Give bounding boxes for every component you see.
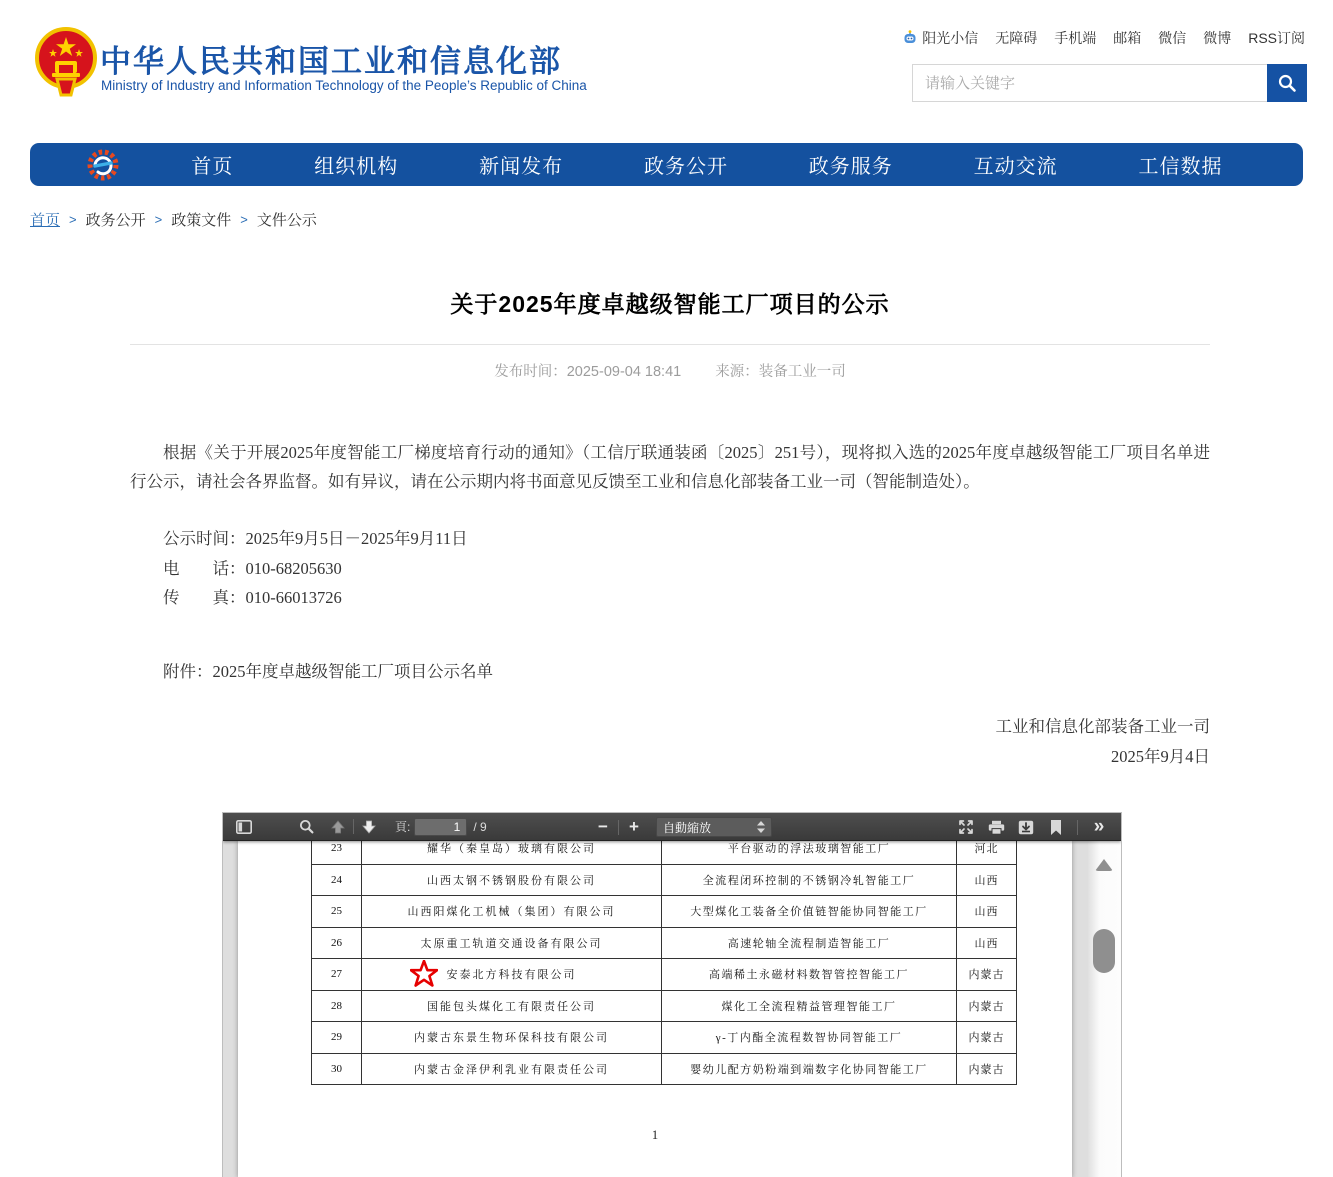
breadcrumb-separator: >: [240, 212, 248, 227]
quick-link-mobile[interactable]: [1054, 28, 1096, 48]
pdf-toolbar-right: [954, 813, 1111, 841]
table-row: [312, 841, 1017, 864]
miit-gear-logo-icon: [85, 147, 121, 183]
smart-factory-table: [311, 841, 1017, 1085]
search-input[interactable]: [912, 64, 1267, 102]
article-meta: [130, 360, 1210, 381]
robot-icon: [902, 30, 918, 46]
project-cell: 大型煤化工装备全价值链智能协同智能工厂: [662, 896, 957, 928]
quick-link-label: 邮箱: [1113, 30, 1142, 46]
project-cell: γ-丁内酯全流程数智协同智能工厂: [662, 1022, 957, 1054]
contact-info: [130, 524, 1210, 613]
quick-link-sunshine[interactable]: [902, 28, 978, 48]
publish-time: 发布时间：2025-09-04 18:41: [494, 364, 682, 380]
pdf-page-number: 1: [651, 1128, 659, 1142]
nav-item-gov-services[interactable]: 政务服务: [808, 156, 893, 178]
row-number: 24: [312, 864, 362, 896]
toolbar-divider: [1077, 820, 1078, 835]
page-up-icon[interactable]: [326, 816, 350, 838]
province-cell: 山西: [957, 896, 1017, 928]
breadcrumb-doc-publicity[interactable]: 文件公示: [256, 212, 317, 229]
project-cell: 平台驱动的浮法玻璃智能工厂: [662, 841, 957, 864]
find-icon[interactable]: [294, 816, 318, 838]
company-name: 安泰北方科技有限公司: [446, 969, 577, 982]
company-cell: 国能包头煤化工有限责任公司: [362, 990, 662, 1022]
project-cell: 煤化工全流程精益管理智能工厂: [662, 990, 957, 1022]
presentation-mode-icon[interactable]: [954, 816, 978, 838]
company-cell: [362, 959, 662, 991]
table-row-starred: [312, 959, 1017, 991]
row-number: 30: [312, 1053, 362, 1085]
breadcrumb-separator: >: [154, 212, 163, 227]
province-cell: 内蒙古: [957, 1022, 1017, 1054]
signature-block: [130, 712, 1210, 772]
page-number-input[interactable]: [414, 818, 467, 836]
pdf-body: [223, 841, 1121, 1177]
zoom-select[interactable]: [656, 817, 772, 837]
table-row: [312, 927, 1017, 959]
province-cell: 山西: [957, 864, 1017, 896]
nav-item-home[interactable]: 首页: [191, 156, 234, 178]
province-cell: 内蒙古: [957, 990, 1017, 1022]
nav-items: [121, 150, 1303, 179]
quick-link-accessibility[interactable]: [995, 28, 1037, 48]
table-row: [312, 1022, 1017, 1054]
search-bar: [912, 64, 1307, 102]
row-number: 23: [312, 841, 362, 864]
province-cell: 河北: [957, 841, 1017, 864]
company-cell: 内蒙古东景生物环保科技有限公司: [362, 1022, 662, 1054]
quick-links: [902, 28, 1305, 48]
quick-link-wechat[interactable]: [1158, 28, 1186, 48]
breadcrumb: [30, 209, 317, 230]
pdf-scrollbar: [1088, 841, 1121, 1177]
table-row: [312, 896, 1017, 928]
nav-item-organization[interactable]: 组织机构: [314, 156, 399, 178]
pdf-toolbar: [223, 813, 1121, 841]
main-nav: [30, 143, 1303, 186]
article-paragraph: 根据《关于开展2025年度智能工厂梯度培育行动的通知》（工信厅联通装函〔2025〕251号），现将拟入选的2025年度卓越级智能工厂项目名单进行公示，请社会各界监督。如有异议，请在公示期内将书面意见反馈至工业和信息化部装备工业一司（智能制造处）。: [130, 443, 1210, 491]
row-number: 25: [312, 896, 362, 928]
quick-link-label: 阳光小信: [922, 30, 979, 46]
zoom-select-value: 自動縮放: [663, 820, 712, 835]
site-title: 中华人民共和国工业和信息化部: [100, 44, 562, 79]
select-arrows-icon: [757, 821, 765, 833]
telephone-line: 电 话：010-68205630: [163, 558, 342, 578]
quick-link-weibo[interactable]: [1203, 28, 1231, 48]
more-tools-chevron-icon[interactable]: »: [1093, 816, 1105, 837]
quick-link-label: 微信: [1158, 30, 1187, 46]
company-cell: 耀华（秦皇岛）玻璃有限公司: [362, 841, 662, 864]
search-icon: [1277, 73, 1297, 93]
page-down-icon[interactable]: [357, 816, 381, 838]
nav-item-news[interactable]: 新闻发布: [479, 156, 564, 178]
attachment-line: 附件：2025年度卓越级智能工厂项目公示名单: [163, 661, 493, 681]
breadcrumb-separator: >: [69, 212, 77, 227]
pdf-page: [238, 841, 1072, 1177]
scroll-thumb[interactable]: [1093, 929, 1115, 973]
nav-item-gov-affairs[interactable]: 政务公开: [643, 156, 728, 178]
zoom-in-button[interactable]: +: [629, 817, 639, 836]
toolbar-divider: [618, 820, 619, 835]
article-title: 关于2025年度卓越级智能工厂项目的公示: [450, 291, 890, 317]
row-number: 26: [312, 927, 362, 959]
project-cell: 婴幼儿配方奶粉端到端数字化协同智能工厂: [662, 1053, 957, 1085]
quick-link-label: 微博: [1203, 30, 1232, 46]
article: [130, 286, 1210, 772]
bookmark-icon[interactable]: [1044, 816, 1068, 838]
page-label: 頁:: [395, 820, 411, 834]
print-icon[interactable]: [984, 816, 1008, 838]
signature-department: 工业和信息化部装备工业一司: [995, 716, 1210, 736]
pdf-toolbar-center: [591, 813, 772, 841]
title-divider: [130, 344, 1210, 345]
national-emblem-logo: [35, 25, 97, 97]
project-cell: 高速轮轴全流程制造智能工厂: [662, 927, 957, 959]
breadcrumb-gov-affairs[interactable]: 政务公开: [85, 212, 146, 229]
pdf-toolbar-left: [223, 816, 487, 838]
toolbar-divider: [353, 819, 354, 834]
zoom-out-button[interactable]: −: [598, 817, 608, 836]
table-row: [312, 1053, 1017, 1085]
project-cell: 全流程闭环控制的不锈钢冷轧智能工厂: [662, 864, 957, 896]
company-cell: 山西太钢不锈钢股份有限公司: [362, 864, 662, 896]
quick-link-label: RSS订阅: [1248, 30, 1305, 46]
nav-item-data[interactable]: 工信数据: [1138, 156, 1223, 178]
row-number: 28: [312, 990, 362, 1022]
project-cell: 高端稀土永磁材料数智管控智能工厂: [662, 959, 957, 991]
table-row: [312, 990, 1017, 1022]
quick-link-label: 手机端: [1054, 30, 1097, 46]
table-row: [312, 864, 1017, 896]
sidebar-toggle-icon[interactable]: [232, 816, 256, 838]
nav-item-interaction[interactable]: 互动交流: [973, 156, 1058, 178]
scroll-up-arrow[interactable]: [1095, 859, 1113, 871]
publicity-period-line: 公示时间：2025年9月5日－2025年9月11日: [163, 529, 468, 548]
breadcrumb-policy-docs[interactable]: 政策文件: [171, 212, 232, 229]
company-cell: 山西阳煤化工机械（集团）有限公司: [362, 896, 662, 928]
province-cell: 内蒙古: [957, 1053, 1017, 1085]
download-icon[interactable]: [1014, 816, 1038, 838]
site-subtitle: Ministry of Industry and Information Technology of the People’s Republic of China: [101, 78, 587, 93]
pdf-viewer: [222, 812, 1122, 1177]
breadcrumb-home[interactable]: 首页: [30, 212, 61, 229]
article-source: 来源：装备工业一司: [715, 364, 846, 380]
row-number: 29: [312, 1022, 362, 1054]
site-header: [0, 0, 1333, 130]
search-button[interactable]: [1267, 64, 1307, 102]
company-cell: 内蒙古金泽伊利乳业有限责任公司: [362, 1053, 662, 1085]
province-cell: 内蒙古: [957, 959, 1017, 991]
red-star-annotation-icon: [410, 960, 438, 988]
province-cell: 山西: [957, 927, 1017, 959]
fax-line: 传 真：010-66013726: [163, 588, 342, 607]
quick-link-mail[interactable]: [1113, 28, 1141, 48]
signature-date: 2025年9月4日: [1111, 746, 1210, 766]
quick-link-label: 无障碍: [995, 30, 1038, 46]
company-cell: 太原重工轨道交通设备有限公司: [362, 927, 662, 959]
row-number: 27: [312, 959, 362, 991]
quick-link-rss[interactable]: [1248, 28, 1305, 48]
page-total: / 9: [473, 819, 487, 834]
